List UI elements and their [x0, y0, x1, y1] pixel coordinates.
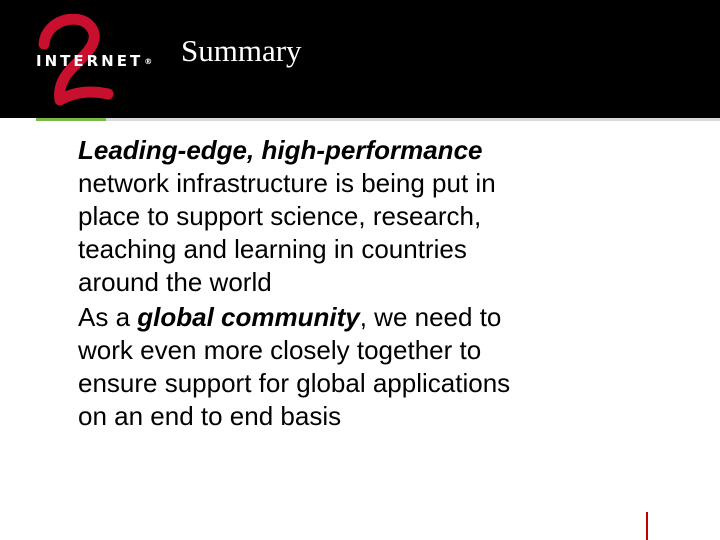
paragraph-line: around the world — [78, 267, 272, 297]
paragraph-lead: As a — [78, 302, 138, 332]
paragraph-line: on an end to end basis — [78, 401, 342, 431]
paragraph-line: work even more closely together to — [78, 335, 482, 365]
summary-body — [78, 134, 678, 435]
paragraph-line: , we need to — [359, 302, 502, 332]
header-rule — [106, 118, 720, 121]
header-band — [0, 0, 720, 118]
paragraph-line: teaching and learning in countries — [78, 234, 467, 264]
paragraph-line: ensure support for global applications — [78, 368, 511, 398]
emphasis-leading-edge: Leading-edge, high-performance — [78, 135, 483, 165]
internet2-logo — [30, 14, 153, 108]
paragraph-infrastructure — [78, 134, 678, 299]
internet-wordmark: INTERNET® — [36, 52, 153, 70]
emphasis-global-community: global community — [137, 302, 360, 332]
paragraph-line: place to support science, research, — [78, 201, 482, 231]
corner-accent-line — [646, 512, 648, 540]
slide-title: Summary — [181, 33, 302, 68]
paragraph-line: network infrastructure is being put in — [78, 168, 496, 198]
header-rule-accent — [36, 118, 106, 121]
paragraph-community — [78, 301, 678, 433]
